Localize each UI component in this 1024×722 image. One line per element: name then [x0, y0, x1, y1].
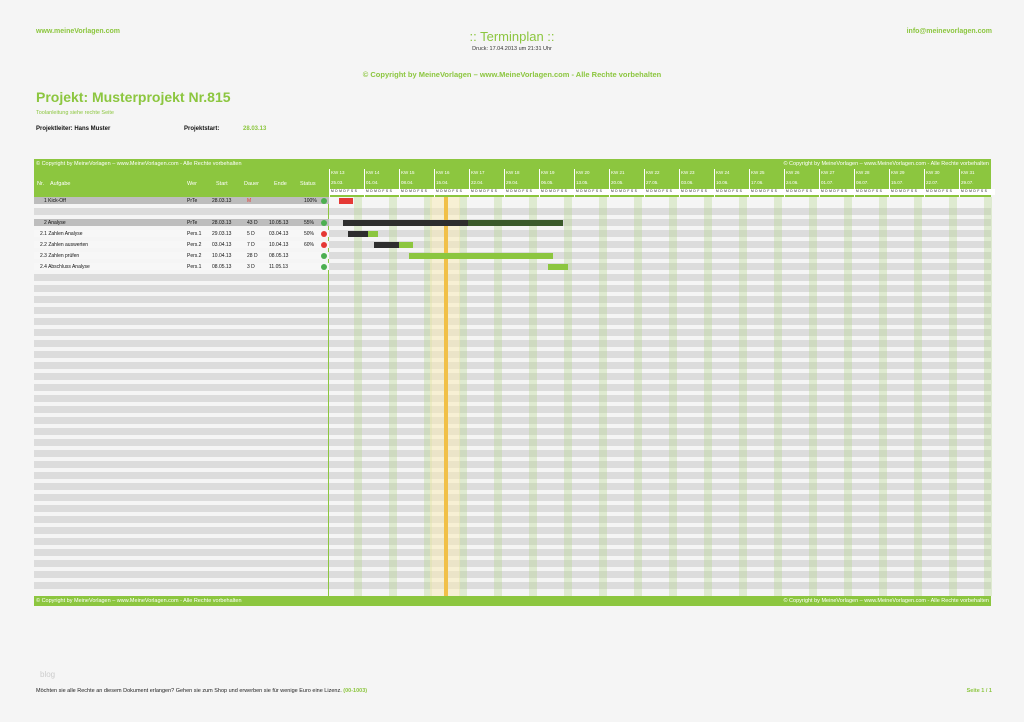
weekday-row: M D M D F S S: [470, 189, 505, 195]
col-end: Ende: [274, 181, 287, 187]
week-date: 13.05.: [576, 180, 589, 185]
col-duration: Dauer: [244, 181, 259, 187]
weekday-row: M D M D F S S: [820, 189, 855, 195]
task-bar-done[interactable]: [374, 242, 399, 248]
week-number: KW 31: [961, 170, 975, 175]
week-date: 27.05.: [646, 180, 659, 185]
week-date: 29.07.: [961, 180, 974, 185]
week-date: 03.06.: [681, 180, 694, 185]
task-owner: Pers.1: [187, 231, 202, 237]
weekday-row: M D M D F S S: [505, 189, 540, 195]
week-date: 20.05.: [611, 180, 624, 185]
weekday-row: M D M D F S S: [365, 189, 400, 195]
task-owner: Pers.2: [187, 253, 202, 259]
task-end: 10.05.13: [269, 220, 289, 226]
week-number: KW 22: [646, 170, 660, 175]
weekday-row: M D M D F S S: [680, 189, 715, 195]
weekday-row: M D M D F S S: [540, 189, 575, 195]
week-date: 22.07.: [926, 180, 939, 185]
weekend-column: [809, 197, 817, 596]
task-start: 29.03.13: [212, 231, 232, 237]
project-leader: Projektleiter: Hans Muster: [36, 126, 111, 132]
week-number: KW 19: [541, 170, 555, 175]
week-number: KW 28: [856, 170, 870, 175]
weekend-column: [354, 197, 362, 596]
col-status: Status: [300, 181, 316, 187]
weekday-row: M D M D F S S: [715, 189, 750, 195]
weekend-column: [984, 197, 992, 596]
weekday-row: M D M D F S S: [960, 189, 995, 195]
task-duration: 3 D: [247, 264, 255, 270]
col-who: Wer: [187, 181, 197, 187]
task-bar[interactable]: [409, 253, 553, 259]
status-warning-icon: [321, 231, 327, 237]
weekend-column: [914, 197, 922, 596]
weekend-column: [564, 197, 572, 596]
task-owner: PrTe: [187, 220, 198, 226]
weekend-column: [879, 197, 887, 596]
weekday-row: M D M D F S S: [750, 189, 785, 195]
status-warning-icon: [321, 242, 327, 248]
task-bar-remaining[interactable]: [399, 242, 413, 248]
group-bar-done[interactable]: [343, 220, 468, 226]
week-number: KW 13: [331, 170, 345, 175]
task-bar-remaining[interactable]: [368, 231, 378, 237]
email-link[interactable]: info@meinevorlagen.com: [906, 28, 992, 35]
task-start: 28.03.13: [212, 198, 232, 204]
task-owner: PrTe: [187, 198, 198, 204]
license-code[interactable]: (00-1003): [343, 688, 368, 694]
watermark: blog: [40, 670, 56, 679]
task-name: 2.1 Zahlen Analyse: [40, 231, 83, 237]
license-note: [36, 688, 367, 694]
gantt-top-copyright-right: © Copyright by MeineVorlagen – www.MeineVorlagen.com - Alle Rechte vorbehalten: [783, 161, 989, 167]
week-date: 25.03.: [331, 180, 344, 185]
gantt-chart: [34, 159, 991, 606]
project-start-label: Projektstart:: [184, 126, 220, 132]
col-start: Start: [216, 181, 228, 187]
week-number: KW 15: [401, 170, 415, 175]
weekend-column: [739, 197, 747, 596]
task-duration: 7 D: [247, 242, 255, 248]
task-end: 03.04.13: [269, 231, 289, 237]
task-start: 08.05.13: [212, 264, 232, 270]
week-number: KW 30: [926, 170, 940, 175]
week-date: 15.07.: [891, 180, 904, 185]
weekend-column: [669, 197, 677, 596]
weekend-column: [599, 197, 607, 596]
week-date: 15.04.: [436, 180, 449, 185]
task-status: 100%: [304, 198, 317, 204]
task-start: 10.04.13: [212, 253, 232, 259]
week-date: 01.04.: [366, 180, 379, 185]
task-name: 2.2 Zahlen auswerten: [40, 242, 89, 248]
weekday-row: M D M D F S S: [890, 189, 925, 195]
week-number: KW 21: [611, 170, 625, 175]
task-name: 2.4 Abschluss Analyse: [40, 264, 90, 270]
week-date: 08.07.: [856, 180, 869, 185]
task-duration: 43 D: [247, 220, 258, 226]
copyright-banner: © Copyright by MeineVorlagen – www.MeineVorlagen.com - Alle Rechte vorbehalten: [362, 70, 662, 79]
gantt-bottom-copyright-right: © Copyright by MeineVorlagen – www.MeineVorlagen.com - Alle Rechte vorbehalten: [783, 598, 989, 604]
task-duration: 28 D: [247, 253, 258, 259]
task-bar-done[interactable]: [348, 231, 368, 237]
task-row[interactable]: [34, 197, 329, 204]
col-nr: Nr.: [37, 181, 45, 187]
task-start: 28.03.13: [212, 220, 232, 226]
week-date: 24.06.: [786, 180, 799, 185]
tool-hint: Toolanleitung siehe rechte Seite: [36, 110, 114, 116]
gantt-top-bar: [34, 159, 991, 169]
weekday-row: M D M D F S S: [610, 189, 645, 195]
weekend-column: [844, 197, 852, 596]
page-title: :: Terminplan ::: [469, 29, 555, 44]
week-date: 01.07.: [821, 180, 834, 185]
weekday-row: M D M D F S S: [785, 189, 820, 195]
site-url[interactable]: www.meineVorlagen.com: [36, 28, 121, 35]
group-bar-remaining[interactable]: [468, 220, 563, 226]
weekend-column: [634, 197, 642, 596]
status-ok-icon: [321, 220, 327, 226]
weekday-row: M D M D F S S: [575, 189, 610, 195]
print-date: Druck: 17.04.2013 um 21:31 Uhr: [472, 46, 552, 52]
week-number: KW 17: [471, 170, 485, 175]
week-number: KW 24: [716, 170, 730, 175]
task-status: 55%: [304, 220, 315, 226]
week-number: KW 25: [751, 170, 765, 175]
week-date: 17.06.: [751, 180, 764, 185]
project-start-value: 28.03.13: [243, 126, 267, 132]
status-ok-icon: [321, 264, 327, 270]
week-date: 22.04.: [471, 180, 484, 185]
task-name: 2 Analyse: [44, 220, 66, 226]
task-name: 1 Kick-Off: [44, 198, 66, 204]
gantt-bottom-copyright-left: © Copyright by MeineVorlagen – www.MeineVorlagen.com - Alle Rechte vorbehalten: [36, 598, 242, 604]
week-number: KW 23: [681, 170, 695, 175]
week-number: KW 29: [891, 170, 905, 175]
page-number: Seite 1 / 1: [966, 688, 992, 694]
week-date: 10.06.: [716, 180, 729, 185]
week-number: KW 27: [821, 170, 835, 175]
week-number: KW 14: [366, 170, 380, 175]
week-number: KW 18: [506, 170, 520, 175]
weekend-column: [774, 197, 782, 596]
weekday-row: M D M D F S S: [400, 189, 435, 195]
gantt-top-copyright-left: © Copyright by MeineVorlagen – www.MeineVorlagen.com - Alle Rechte vorbehalten: [36, 161, 242, 167]
task-end: 11.05.13: [269, 264, 289, 270]
week-date: 29.04.: [506, 180, 519, 185]
task-name: 2.3 Zahlen prüfen: [40, 253, 80, 259]
week-date: 08.04.: [401, 180, 414, 185]
col-task: Aufgabe: [50, 181, 71, 187]
status-ok-icon: [321, 198, 327, 204]
week-number: KW 20: [576, 170, 590, 175]
task-end: 08.05.13: [269, 253, 289, 259]
week-number: KW 16: [436, 170, 450, 175]
weekday-row: M D M D F S S: [645, 189, 680, 195]
weekday-row: M D M D F S S: [925, 189, 960, 195]
task-bar[interactable]: [548, 264, 568, 270]
weekend-column: [704, 197, 712, 596]
task-owner: Pers.2: [187, 242, 202, 248]
weekday-row: M D M D F S S: [435, 189, 470, 195]
task-owner: Pers.1: [187, 264, 202, 270]
task-status: 50%: [304, 231, 315, 237]
task-end: 10.04.13: [269, 242, 289, 248]
task-start: 03.04.13: [212, 242, 232, 248]
status-ok-icon: [321, 253, 327, 259]
weekend-column: [389, 197, 397, 596]
week-number: KW 26: [786, 170, 800, 175]
project-title: Projekt: Musterprojekt Nr.815: [36, 89, 231, 105]
milestone-bar[interactable]: [339, 198, 353, 204]
weekend-column: [949, 197, 957, 596]
task-duration: 5 D: [247, 231, 255, 237]
weekday-row: M D M D F S S: [330, 189, 365, 195]
task-status: 60%: [304, 242, 315, 248]
license-text: Möchten sie alle Rechte an diesem Dokument erlangen? Gehen sie zum Shop und erwerben sie für wenige Euro eine Lizenz.: [36, 688, 342, 694]
weekday-row: M D M D F S S: [855, 189, 890, 195]
task-duration: M: [247, 198, 252, 204]
gantt-bottom-bar: [34, 596, 991, 606]
week-date: 06.05.: [541, 180, 554, 185]
